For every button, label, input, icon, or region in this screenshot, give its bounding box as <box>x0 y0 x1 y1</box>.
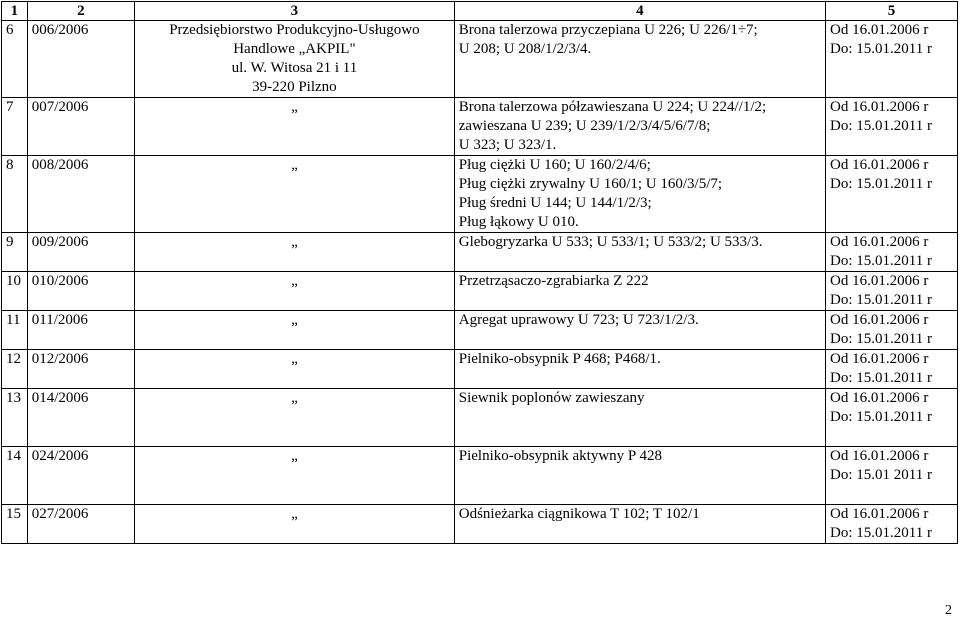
product-description: Pług ciężki U 160; U 160/2/4/6; Pług ciężki zrywalny U 160/1; U 160/3/5/7; Pług średni U 144; U 144/1/2/3; Pług łąkowy U 010. <box>454 156 825 233</box>
validity-period: Od 16.01.2006 r Do: 15.01.2011 r <box>826 21 958 98</box>
company-ditto-mark: „ <box>135 505 455 544</box>
header-cell-1: 1 <box>2 2 28 21</box>
validity-period: Od 16.01.2006 r Do: 15.01.2011 r <box>826 505 958 544</box>
row-number: 15 <box>2 505 28 544</box>
row-number: 8 <box>2 156 28 233</box>
certificate-id: 012/2006 <box>27 350 134 389</box>
table-row <box>2 233 958 272</box>
validity-period: Od 16.01.2006 r Do: 15.01.2011 r <box>826 233 958 272</box>
row-number: 9 <box>2 233 28 272</box>
company-ditto-mark: „ <box>135 233 455 272</box>
page-number: 2 <box>945 603 952 618</box>
company-ditto-mark: „ <box>135 350 455 389</box>
certificate-id: 006/2006 <box>27 21 134 98</box>
row-number: 7 <box>2 98 28 156</box>
certificate-id: 011/2006 <box>27 311 134 350</box>
certificate-register-table <box>1 1 958 544</box>
certificate-id: 010/2006 <box>27 272 134 311</box>
company-ditto-mark: „ <box>135 156 455 233</box>
table-row <box>2 505 958 544</box>
certificate-id: 007/2006 <box>27 98 134 156</box>
product-description: Pielniko-obsypnik P 468; P468/1. <box>454 350 825 389</box>
row-number: 12 <box>2 350 28 389</box>
table-row <box>2 311 958 350</box>
company-ditto-mark: „ <box>135 389 455 447</box>
product-description: Pielniko-obsypnik aktywny P 428 <box>454 447 825 505</box>
validity-period: Od 16.01.2006 r Do: 15.01.2011 r <box>826 98 958 156</box>
row-number: 11 <box>2 311 28 350</box>
certificate-id: 027/2006 <box>27 505 134 544</box>
company-ditto-mark: „ <box>135 272 455 311</box>
table-row <box>2 98 958 156</box>
validity-period: Od 16.01.2006 r Do: 15.01 2011 r <box>826 447 958 505</box>
validity-period: Od 16.01.2006 r Do: 15.01.2011 r <box>826 389 958 447</box>
company-ditto-mark: „ <box>135 447 455 505</box>
row-number: 6 <box>2 21 28 98</box>
product-description: Glebogryzarka U 533; U 533/1; U 533/2; U 533/3. <box>454 233 825 272</box>
product-description: Agregat uprawowy U 723; U 723/1/2/3. <box>454 311 825 350</box>
company-ditto-mark: „ <box>135 311 455 350</box>
certificate-id: 008/2006 <box>27 156 134 233</box>
company-name: Przedsiębiorstwo Produkcyjno-Usługowo Handlowe „AKPIL" ul. W. Witosa 21 i 11 39-220 Pilzno <box>135 21 455 98</box>
table-row <box>2 447 958 505</box>
company-ditto-mark: „ <box>135 98 455 156</box>
product-description: Przetrząsaczo-zgrabiarka Z 222 <box>454 272 825 311</box>
validity-period: Od 16.01.2006 r Do: 15.01.2011 r <box>826 272 958 311</box>
table-row <box>2 350 958 389</box>
header-cell-3: 3 <box>135 2 455 21</box>
header-cell-4: 4 <box>454 2 825 21</box>
table-row <box>2 389 958 447</box>
row-number: 10 <box>2 272 28 311</box>
header-cell-2: 2 <box>27 2 134 21</box>
validity-period: Od 16.01.2006 r Do: 15.01.2011 r <box>826 350 958 389</box>
product-description: Brona talerzowa półzawieszana U 224; U 224//1/2; zawieszana U 239; U 239/1/2/3/4/5/6/7/8; U 323; U 323/1. <box>454 98 825 156</box>
row-number: 13 <box>2 389 28 447</box>
product-description: Brona talerzowa przyczepiana U 226; U 226/1÷7; U 208; U 208/1/2/3/4. <box>454 21 825 98</box>
certificate-id: 024/2006 <box>27 447 134 505</box>
validity-period: Od 16.01.2006 r Do: 15.01.2011 r <box>826 156 958 233</box>
certificate-id: 014/2006 <box>27 389 134 447</box>
certificate-id: 009/2006 <box>27 233 134 272</box>
header-row <box>2 2 958 21</box>
product-description: Siewnik poplonów zawieszany <box>454 389 825 447</box>
table-row <box>2 272 958 311</box>
product-description: Odśnieżarka ciągnikowa T 102; T 102/1 <box>454 505 825 544</box>
header-cell-5: 5 <box>826 2 958 21</box>
table-row <box>2 21 958 98</box>
row-number: 14 <box>2 447 28 505</box>
table-row <box>2 156 958 233</box>
validity-period: Od 16.01.2006 r Do: 15.01.2011 r <box>826 311 958 350</box>
